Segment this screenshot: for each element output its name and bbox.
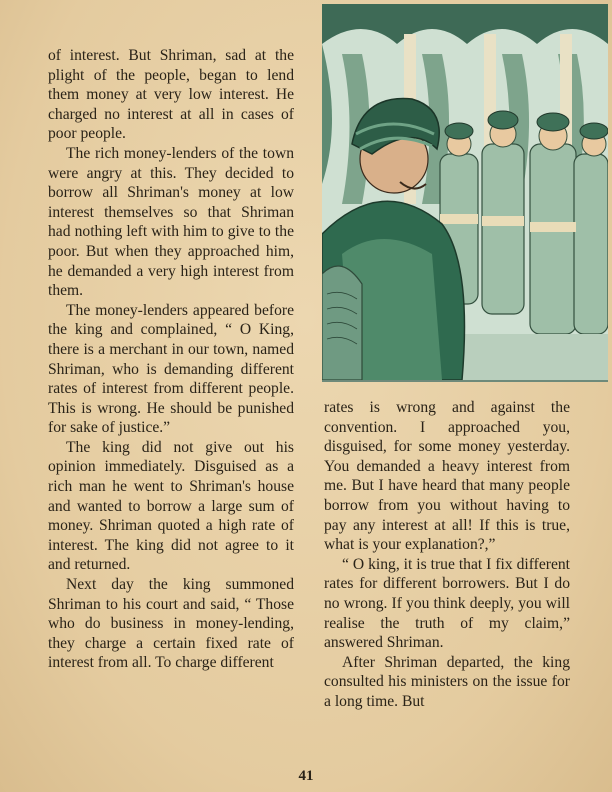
right-text-column [324, 398, 570, 712]
paragraph: The money-lenders appeared before the king and complained, “ O King, there is a merchant in our town, named Shriman, who is demanding different rates of interest from different people. This is wrong. He should be punished for sake of justice.” [48, 301, 294, 437]
paragraph: rates is wrong and against the convention. I approached you, disguised, for some money yesterday. You demanded a heavy interest from me. But I have heard that many people borrow from you without having to pay any interest at all! If this is true, what is your explanation?,” [324, 399, 570, 554]
paragraph: “ O king, it is true that I fix different rates for different borrowers. But I do no wrong. If you think deeply, you will realise the truth of my claim,” answered Shriman. [324, 555, 570, 652]
paragraph: The rich money-lenders of the town were angry at this. They decided to borrow all Shriman's money at low interest themselves so that Shriman had nothing left with him to give to the poor. But when they approached him, he demanded a very high interest from them. [48, 144, 294, 300]
paragraph: The king did not give out his opinion immediately. Disguised as a rich man he went to Shriman's house and wanted to borrow a large sum of money. Shriman quoted a high rate of interest. The king did not agree to it and returned. [48, 438, 294, 574]
paragraph: Next day the king summoned Shriman to his court and said, “ Those who do business in money-lending, they charge a certain fixed rate of interest from all. To charge different [48, 576, 294, 672]
king-and-court-illustration-icon [322, 4, 608, 382]
paragraph: of interest. But Shriman, sad at the plight of the people, began to lend them money at very low interest. He charged no interest at all in cases of poor people. [48, 47, 294, 143]
page-number: 41 [298, 768, 314, 784]
paragraph: After Shriman departed, the king consulted his ministers on the issue for a long time. But [324, 653, 570, 710]
left-text-column [48, 46, 294, 673]
